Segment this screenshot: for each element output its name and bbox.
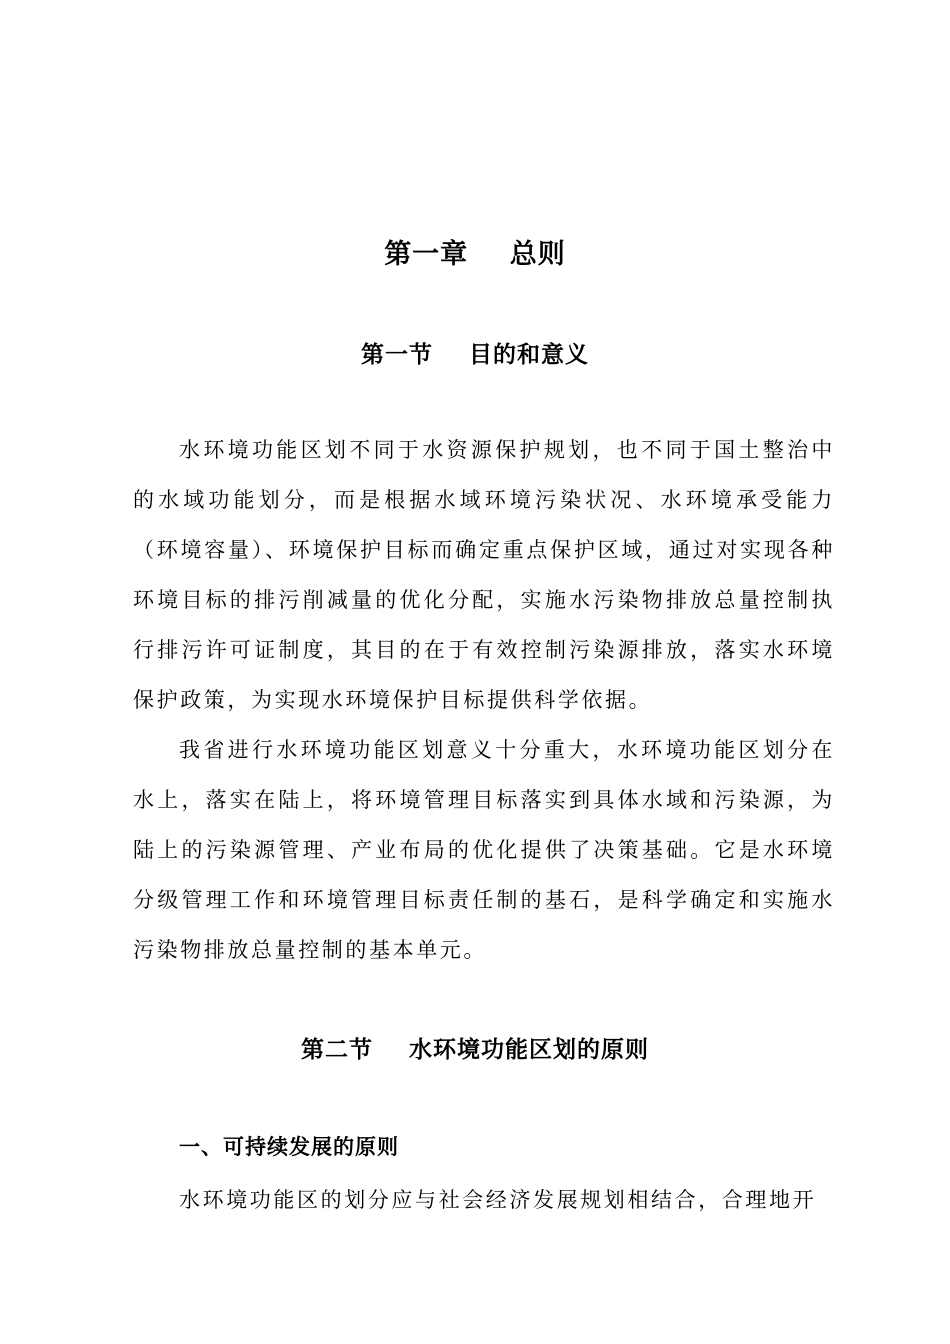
paragraph-purpose: 水环境功能区划不同于水资源保护规划，也不同于国土整治中的水域功能划分，而是根据水域环境污染状况、水环境承受能力（环境容量）、环境保护目标而确定重点保护区域，通过对实现各种环境目标的排污削减量的优化分配，实施水污染物排放总量控制执行排污许可证制度，其目的在于有效控制污染源排放，落实水环境保护政策，为实现水环境保护目标提供科学依据。	[133, 438, 835, 712]
paragraph-sustainability: 水环境功能区的划分应与社会经济发展规划相结合，合理地开	[179, 1188, 817, 1212]
section-title-2: 第二节 水环境功能区划的原则	[300, 1036, 650, 1063]
chapter-title: 第一章 总则	[384, 239, 566, 270]
section-title-1: 第一节 目的和意义	[360, 341, 590, 368]
subsection-heading: 一、可持续发展的原则	[179, 1134, 399, 1159]
paragraph-significance: 我省进行水环境功能区划意义十分重大，水环境功能区划分在水上，落实在陆上，将环境管理目标落实到具体水域和污染源，为陆上的污染源管理、产业布局的优化提供了决策基础。它是水环境分级管理工作和环境管理目标责任制的基石，是科学确定和实施水污染物排放总量控制的基本单元。	[133, 738, 835, 962]
